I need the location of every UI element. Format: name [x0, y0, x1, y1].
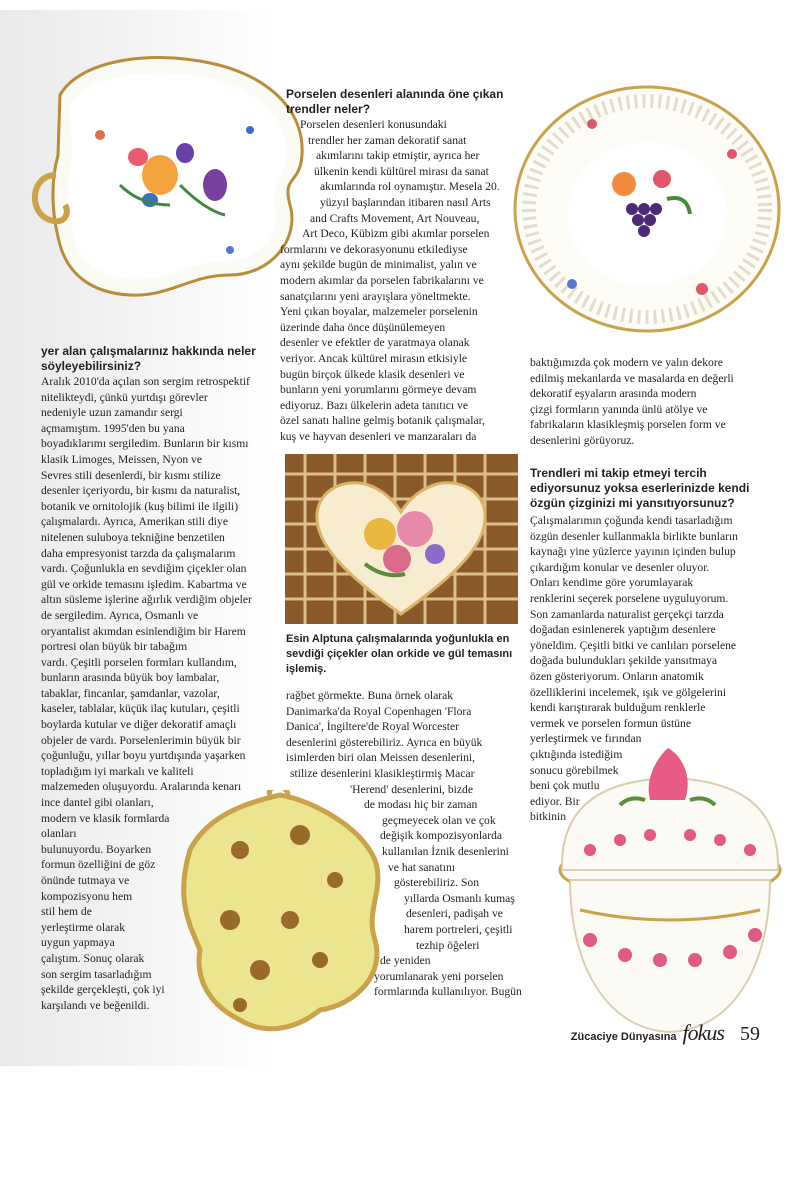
- text-line: vardı. Çeşitli porselen formları kullandım,: [41, 655, 237, 669]
- text-line: Sevres stili desenlerdi, bir kısmı stilize: [41, 468, 221, 482]
- left-lines: [41, 374, 286, 1013]
- right-column-bottom-text: [530, 513, 780, 825]
- mid-top-lines: [280, 117, 520, 444]
- text-line: Onları kendime göre yorumlayarak: [530, 576, 694, 590]
- text-line: harem portreleri, çeşitli: [404, 922, 513, 936]
- text-line: olanları: [41, 827, 77, 841]
- text-line: yöneldim. Çeşitli bitki ve canlıları porselene: [530, 638, 737, 652]
- text-line: desenlerini gösterebiliriz. Ayrıca en büyük: [286, 735, 483, 749]
- text-line: botanik ve ornitolojik (kuş bilimi ile ilgili): [41, 499, 239, 513]
- text-line: formlarında kullanılıyor. Bugün: [374, 985, 522, 999]
- text-line: formlarını ve dekorasyonunu etkilediyse: [280, 242, 468, 256]
- text-line: akımlarında rol oynamıştır. Mesela 20.: [320, 180, 500, 194]
- text-line: nitelikteydi, çünkü yurtdışı görevler: [41, 390, 208, 404]
- text-line: nitelenen suluboya tekniğine benzetilen: [41, 530, 225, 544]
- text-line: de sergiledim. Ayrıca, Osmanlı ve: [41, 608, 199, 622]
- text-line: objeler de vardı. Porselenlerimin büyük bir: [41, 733, 241, 747]
- text-line: edilmiş mekanlarda ve masalarda en değerli: [530, 371, 734, 385]
- fruit-plate-image: [512, 84, 782, 334]
- text-line: modern akımlar da porselen fabrikalarını ve: [280, 273, 484, 287]
- text-line: fabrikaların klasikleşmiş porselen form ve: [530, 418, 726, 432]
- text-line: stil hem de: [41, 905, 92, 919]
- page-number: 59: [740, 1023, 760, 1045]
- text-line: Yeni çıkan boyalar, malzemeler porselenin: [280, 305, 478, 319]
- text-line: kaseler, tablalar, küçük ilaç kutuları, çeşitli: [41, 702, 240, 716]
- heart-plate-photo: [285, 454, 518, 624]
- page-top-edge: [0, 0, 800, 10]
- text-line: renklerini seçerek porselene uyguluyorum.: [530, 591, 729, 605]
- text-line: doğadan esinlenerek yaptığım desenlere: [530, 623, 716, 637]
- text-line: yıllarda Osmanlı kumaş: [404, 891, 515, 905]
- text-line: özgün desenler kullanmakla birlikte bunların: [530, 529, 738, 543]
- text-line: stilize desenlerini klasikleştirmiş Macar: [290, 766, 475, 780]
- text-line: veriyor. Ancak kültürel mirasın etkisiyle: [280, 351, 468, 365]
- text-line: bitkinin: [530, 810, 567, 824]
- text-line: rağbet görmekte. Buna örnek olarak: [286, 689, 454, 702]
- text-line: yüzyıl başlarından itibaren nasıl Arts: [320, 195, 491, 209]
- text-line: dekoratif eşyaların arasında modern: [530, 387, 697, 401]
- text-line: isimlerden biri olan Meissen desenlerini,: [286, 751, 475, 765]
- text-line: yerleştirme olarak: [41, 920, 126, 934]
- text-line: desenleri, padişah ve: [406, 907, 503, 921]
- text-line: 'Herend' desenlerini, bizde: [350, 782, 473, 796]
- text-line: son sergim tasarladığım: [41, 967, 152, 981]
- text-line: karşılandı ve beğenildi.: [41, 998, 150, 1012]
- text-line: tezhip öğeleri: [416, 938, 480, 952]
- text-line: özel sanatı haline gelmiş botanik çalışmalar,: [280, 414, 485, 428]
- text-line: akımlarını takip etmiştir, ayrıca her: [316, 149, 480, 163]
- text-line: yerleştirmek ve fırından: [530, 732, 642, 746]
- text-line: bunların yeni yorumlarını görmeye devam: [280, 383, 477, 397]
- text-line: bulunuyordu. Boyarken: [41, 842, 152, 856]
- text-line: özen gösteriyorum. Onların anatomik: [530, 669, 704, 683]
- text-line: Danimarka'da Royal Copenhagen 'Flora: [286, 704, 472, 718]
- text-line: daha empresyonist tarzda da çalışmalarım: [41, 546, 236, 560]
- text-line: nedeniyle uzun zamandır sergi: [41, 406, 183, 420]
- text-line: ediyoruz. Bazı ülkelerin adeta tanıtıcı ve: [280, 398, 468, 412]
- text-line: aynı şekilde bugün de minimalist, yalın ve: [280, 258, 477, 272]
- text-line: and Crafts Movement, Art Nouveau,: [310, 211, 480, 225]
- text-line: gül ve orkide temasını işledim. Kabartma ve: [41, 577, 247, 591]
- text-line: ince dantel gibi olanları,: [41, 796, 154, 810]
- text-line: şekilde gerçekleşti, çok iyi: [41, 983, 165, 997]
- text-line: tabaklar, fincanlar, şamdanlar, vazolar,: [41, 686, 220, 700]
- text-line: malzemeden oluşuyordu. Aralarında kenarı: [41, 780, 242, 794]
- text-line: bugün birçok ülkede klasik desenleri ve: [280, 367, 465, 381]
- text-line: desenler ve efektler de yaratmaya olanak: [280, 336, 470, 350]
- text-line: baktığımızda çok modern ve yalın dekore: [530, 356, 723, 369]
- text-line: gösterebiliriz. Son: [394, 876, 480, 890]
- rose-shape: [142, 155, 178, 195]
- text-line: Art Deco, Kübizm gibi akımlar porselen: [302, 227, 490, 241]
- heading-own-style: Trendleri mi takip etmeyi tercih ediyorsunuz yoksa eserlerinizde kendi özgün çizginizi mi yansıtıyorsunuz?: [530, 466, 750, 510]
- text-line: kompozisyonu hem: [41, 889, 133, 903]
- mid-column-bottom-text: [286, 688, 526, 1000]
- text-line: de yeniden: [380, 954, 431, 968]
- text-line: formun özelliğini de göz: [41, 858, 156, 872]
- text-line: çalışmalardı. Ayrıca, Amerikan stili diye: [41, 515, 228, 529]
- text-line: çoğunluğu, yıllar boyu yurtdışında yaşarken: [41, 749, 246, 763]
- text-line: altın süsleme işlerine ağırlık verdiğim objeler: [41, 593, 252, 607]
- floral-dish-image: [20, 35, 320, 310]
- text-line: ediyor. Bir: [530, 794, 580, 808]
- text-line: de modası hiç bir zaman: [364, 798, 478, 812]
- page-footer: [571, 1020, 760, 1046]
- text-line: özelliklerini incelemek, ışık ve gölgelerini: [530, 685, 727, 699]
- text-line: trendler her zaman dekoratif sanat: [308, 133, 467, 147]
- text-line: modern ve klasik formlarda: [41, 811, 170, 825]
- text-line: Aralık 2010'da açılan son sergim retrospektif: [41, 375, 250, 388]
- heading-trends: Porselen desenleri alanında öne çıkan trendler neler?: [286, 87, 504, 116]
- text-line: klasik Limoges, Meissen, Nyon ve: [41, 452, 203, 466]
- text-line: boylarda kutular ve diğer dekoratif amaçlı: [41, 718, 237, 732]
- magazine-name: Zücaciye Dünyasına: [570, 1031, 677, 1043]
- text-line: portresi olan büyük bir tabağım: [41, 640, 188, 654]
- text-line: açmamıştım. 1995'den bu yana: [41, 421, 185, 435]
- text-line: çizgi formların yanında ünlü atölye ve: [530, 402, 708, 416]
- text-line: ve hat sanatını: [388, 860, 455, 874]
- text-line: desenlerini görüyoruz.: [530, 433, 635, 447]
- text-line: kendi karıştırarak bulduğum renklerle: [530, 701, 706, 715]
- text-line: önünde tutmaya ve: [41, 874, 130, 887]
- text-line: bunların arasında büyük boy lambalar,: [41, 671, 220, 685]
- text-line: vardı. Çoğunlukla en sevdiğim çiçekler olan: [41, 562, 247, 576]
- text-line: çıktığında istediğim: [530, 747, 623, 761]
- mid-bottom-lines: [286, 688, 526, 1000]
- text-line: kullanılan İznik desenlerini: [382, 844, 509, 858]
- text-line: Danica', İngiltere'de Royal Worcester: [286, 720, 459, 734]
- text-line: kuş ve hayvan desenleri ve manzaraları da: [280, 429, 477, 443]
- photo-caption: Esin Alptuna çalışmalarında yoğunlukla en sevdiği çiçekler olan orkide ve gül temasını işlemiş.: [286, 633, 513, 675]
- right-bottom-lines: [530, 513, 780, 825]
- text-line: sonucu görebilmek: [530, 763, 619, 777]
- text-line: topladığım iyi markalı ve kaliteli: [41, 764, 194, 778]
- text-line: Son zamanlarda naturalist gerçekçi tarzda: [530, 607, 724, 621]
- right-top-lines: [530, 355, 780, 449]
- text-line: kaynağı yine yüzlerce yayının içinden bulup: [530, 545, 736, 559]
- text-line: çıkardığım konular ve desenler oluyor.: [530, 560, 710, 574]
- text-line: vermek ve porselen formun üstüne: [530, 716, 691, 730]
- mid-column-top-text: [280, 117, 520, 444]
- right-column-top-text: [530, 355, 780, 449]
- text-line: ülkenin kendi kültürel mirası da sanat: [314, 164, 489, 178]
- text-line: doğada bulundukları şekilde yansıtmaya: [530, 654, 718, 668]
- section-name: fokus: [682, 1020, 724, 1045]
- text-line: geçmeyecek olan ve çok: [382, 813, 496, 827]
- text-line: çalıştım. Sonuç olarak: [41, 951, 145, 965]
- text-line: Çalışmalarımın çoğunda kendi tasarladığım: [530, 514, 733, 527]
- text-line: üzerinde daha önce düşünülemeyen: [280, 320, 446, 334]
- heading-exhibition: yer alan çalışmalarınız hakkında neler söyleyebilirsiniz?: [41, 344, 256, 373]
- text-line: yorumlanarak yeni porselen: [374, 969, 504, 983]
- text-line: beni çok mutlu: [530, 779, 600, 793]
- text-line: boyadıklarımı sergiledim. Bunların bir kısmı: [41, 437, 249, 451]
- text-line: değişik kompozisyonlarda: [380, 829, 503, 843]
- text-line: Porselen desenleri konusundaki: [300, 118, 447, 131]
- left-column-text: [41, 374, 286, 1013]
- text-line: uygun yapmaya: [41, 936, 115, 950]
- text-line: sanatçılarını yeni arayışlara yöneltmekte.: [280, 289, 471, 303]
- text-line: oryantalist akımdan esinlendiğim bir Harem: [41, 624, 246, 638]
- text-line: desenler içeriyordu, bir kısmı da naturalist,: [41, 484, 241, 498]
